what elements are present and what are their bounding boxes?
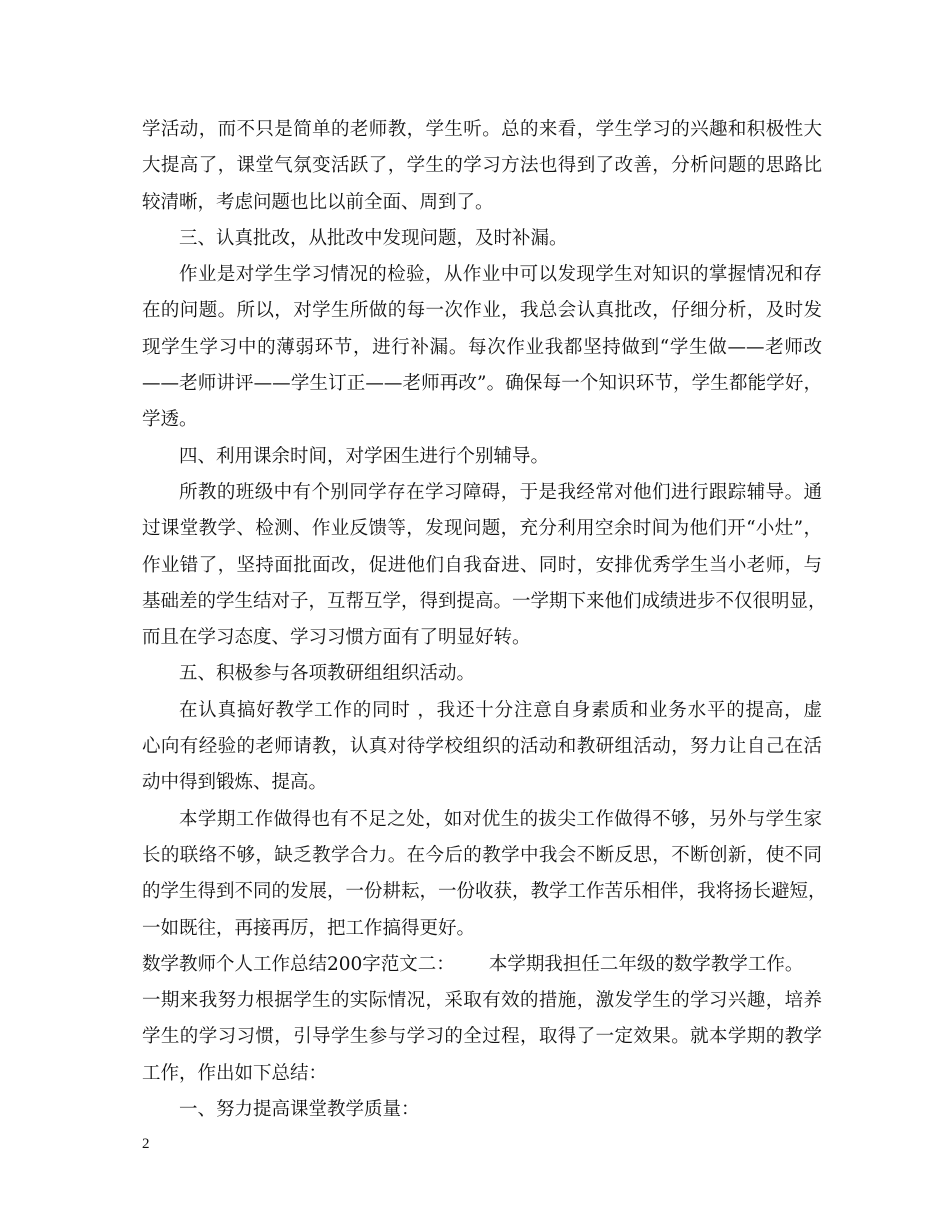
text-line: 三、认真批改，从批改中发现问题，及时补漏。 xyxy=(179,227,568,249)
text-line: 工作，作出如下总结： xyxy=(142,1062,328,1084)
text-line: 五、积极参与各项教研组组织活动。 xyxy=(179,663,476,685)
text-line: 学生的学习习惯，引导学生参与学习的全过程，取得了一定效果。就本学期的教学 xyxy=(142,1026,822,1048)
text-line: 较清晰，考虑问题也比以前全面、周到了。 xyxy=(142,191,494,213)
text-line: ——老师讲评——学生订正——老师再改”。确保每一个知识环节，学生都能学好， xyxy=(142,373,822,395)
text-line: 四、利用课余时间，对学困生进行个别辅导。 xyxy=(179,445,550,467)
paragraph-block xyxy=(142,983,822,1128)
text-line: 学活动，而不只是简单的老师教，学生听。总的来看，学生学习的兴趣和积极性大 xyxy=(142,119,822,140)
paragraph-block xyxy=(142,112,827,947)
text-line: 作业错了，坚持面批面改，促进他们自我奋进、同时，安排优秀学生当小老师，与 xyxy=(142,554,822,576)
text-line: 大提高了，课堂气氛变活跃了，学生的学习方法也得到了改善，分析问题的思路比 xyxy=(142,155,822,177)
text-line: 学透。 xyxy=(142,409,198,431)
text-line: 一期来我努力根据学生的实际情况，采取有效的措施，激发学生的学习兴趣，培养 xyxy=(142,990,822,1012)
text-line: 动中得到锻炼、提高。 xyxy=(142,772,328,794)
page-number: 2 xyxy=(142,1136,150,1152)
text-line: 在认真搞好教学工作的同时 ，我还十分注意自身素质和业务水平的提高，虚 xyxy=(179,699,822,721)
text-line: 基础差的学生结对子，互帮互学，得到提高。一学期下来他们成绩进步不仅很明显， xyxy=(142,590,827,612)
text-line: 而且在学习态度、学习习惯方面有了明显好转。 xyxy=(142,627,531,649)
text-line: 现学生学习中的薄弱环节，进行补漏。每次作业我都坚持做到“学生做——老师改 xyxy=(142,336,822,358)
section-heading-title: 数学教师个人工作总结200字范文二： xyxy=(142,953,455,975)
text-line: 所教的班级中有个别同学存在学习障碍，于是我经常对他们进行跟踪辅导。通 xyxy=(179,481,822,503)
text-line: 在的问题。所以，对学生所做的每一次作业，我总会认真批改，仔细分析，及时发 xyxy=(142,300,822,322)
document-body xyxy=(142,112,827,1128)
text-line: 过课堂教学、检测、作业反馈等，发现问题，充分利用空余时间为他们开“小灶”， xyxy=(142,518,822,540)
text-line: 本学期工作做得也有不足之处，如对优生的拔尖工作做得不够，另外与学生家 xyxy=(179,808,822,830)
section-heading-text: 本学期我担任二年级的数学教学工作。 xyxy=(488,953,804,975)
text-line: 长的联络不够，缺乏教学合力。在今后的教学中我会不断反思，不断创新，使不同 xyxy=(142,844,822,866)
text-line: 作业是对学生学习情况的检验，从作业中可以发现学生对知识的掌握情况和存 xyxy=(179,264,822,286)
text-line: 的学生得到不同的发展，一份耕耘，一份收获，教学工作苦乐相伴，我将扬长避短， xyxy=(142,881,827,903)
text-line: 心向有经验的老师请教，认真对待学校组织的活动和教研组活动，努力让自己在活 xyxy=(142,736,822,758)
section-heading-line xyxy=(142,947,822,983)
text-line: 一如既往，再接再厉，把工作搞得更好。 xyxy=(142,917,476,939)
text-line: 一、努力提高课堂教学质量： xyxy=(179,1099,420,1121)
